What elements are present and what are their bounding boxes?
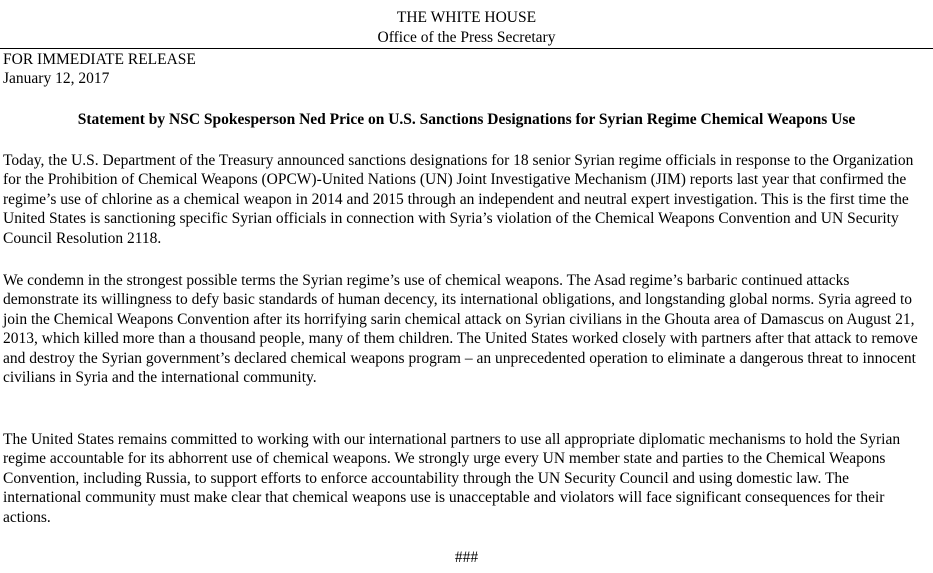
release-label: FOR IMMEDIATE RELEASE xyxy=(3,51,196,68)
header-divider xyxy=(0,48,933,49)
release-info xyxy=(3,50,196,88)
body-paragraph-1: Today, the U.S. Department of the Treasury announced sanctions designations for 18 senior Syrian regime officials in response to the Organization for the Prohibition of Chemical Weapons (OPCW)-United Nations (UN) Joint Investigative Mechanism (JIM) reports last year that confirmed the regime’s use of chlorine as a chemical weapon in 2014 and 2015 through an independent and neutral expert investigation. This is the first time the United States is sanctioning specific Syrian officials in connection with Syria’s violation of the Chemical Weapons Convention and UN Security Council Resolution 2118. xyxy=(3,152,914,247)
release-date: January 12, 2017 xyxy=(3,70,110,87)
letterhead-org: THE WHITE HOUSE xyxy=(396,9,537,26)
body-paragraph-2: We condemn in the strongest possible terms the Syrian regime’s use of chemical weapons. The Asad regime’s barbaric continued attacks demonstrate its willingness to defy basic standards of human decency, its international obligations, and longstanding global norms. Syria agreed to join the Chemical Weapons Convention after its horrifying sarin chemical attack on Syrian civilians in the Ghouta area of Damascus on August 21, 2013, which killed more than a thousand people, many of them children. The United States worked closely with partners after that attack to remove and destroy the Syrian government’s declared chemical weapons program – an unprecedented operation to eliminate a dangerous threat to innocent civilians in Syria and the international community. xyxy=(3,272,918,387)
body-paragraph-3: The United States remains committed to working with our international partners to use all appropriate diplomatic mechanisms to hold the Syrian regime accountable for its abhorrent use of chemical weapons. We strongly urge every UN member state and parties to the Chemical Weapons Convention, including Russia, to support efforts to enforce accountability through the UN Security Council and using domestic law. The international community must make clear that chemical weapons use is unacceptable and violators will face significant consequences for their actions. xyxy=(3,431,901,526)
letterhead xyxy=(0,8,933,48)
letterhead-office: Office of the Press Secretary xyxy=(377,29,556,46)
statement-title: Statement by NSC Spokesperson Ned Price on U.S. Sanctions Designations for Syrian Regime Chemical Weapons Use xyxy=(77,111,856,128)
end-marker: ### xyxy=(454,549,479,566)
